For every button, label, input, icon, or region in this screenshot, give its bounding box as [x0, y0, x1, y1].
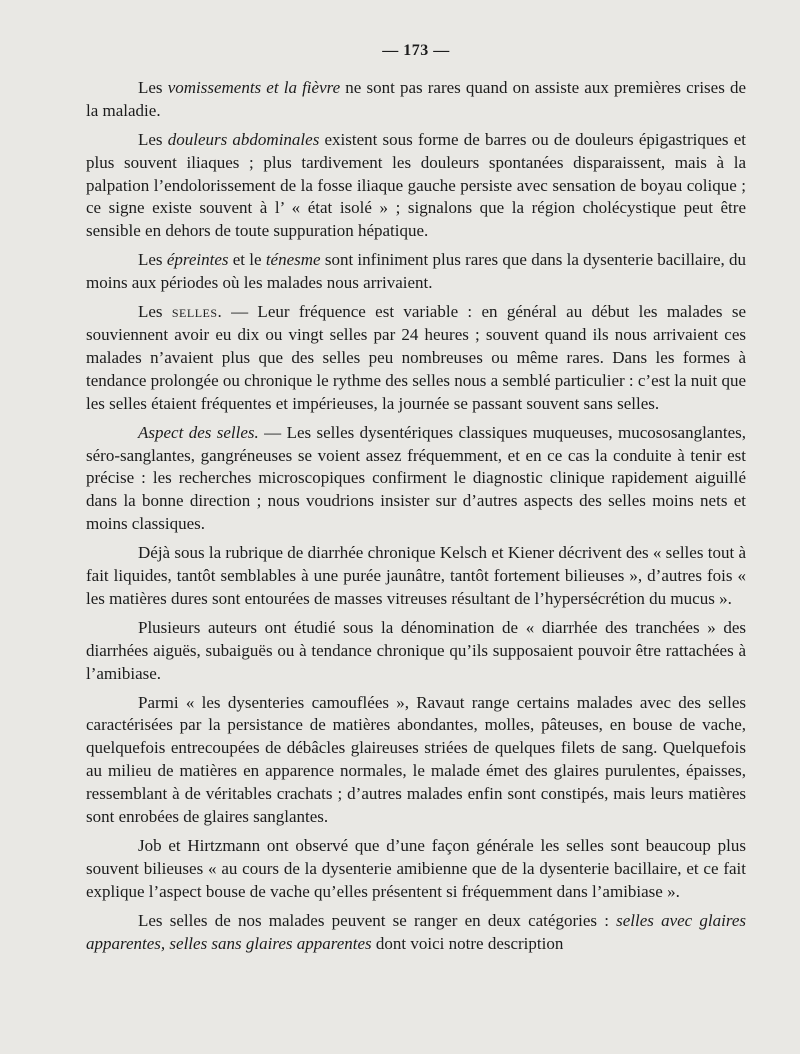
- paragraph: [86, 249, 746, 295]
- paragraph: [86, 542, 746, 611]
- italic-text: ténesme: [265, 250, 321, 270]
- text-run: Les: [138, 250, 167, 270]
- text-run: ne sont pas rares quand on assiste aux premières crises de la maladie.: [86, 77, 747, 120]
- text-run: Les selles de nos malades peuvent se ranger en deux catégories :: [138, 910, 617, 930]
- italic-text: selles avec glaires apparentes, selles sans glaires apparentes: [86, 910, 747, 953]
- paragraph: [86, 617, 746, 686]
- paragraph: [86, 835, 746, 904]
- paragraph: [86, 910, 746, 956]
- text-run: sont infiniment plus rares que dans la dysenterie bacillaire, du moins aux périodes où les malades nous arrivaient.: [86, 250, 746, 293]
- text-run: Les: [138, 77, 168, 97]
- italic-text: douleurs abdominales: [167, 129, 320, 149]
- paragraph: [86, 422, 746, 537]
- text-run: Les: [138, 129, 168, 149]
- paragraph: [86, 692, 746, 829]
- italic-text: épreintes: [166, 250, 229, 270]
- text-run: Plusieurs auteurs ont étudié sous la dénomination de « diarrhée des tranchées » des diarrhées aiguës, subaiguës ou à tendance chronique qu’ils supposaient pouvoir être rattachées à l’amibiase.: [86, 617, 746, 683]
- text-run: Parmi « les dysenteries camouflées », Ravaut range certains malades avec des selles caractérisées par la persistance de matières abondantes, molles, pâteuses, en bouse de vache, quelquefois entrecoupées de débâcles glaireuses striées de quelques filets de sang. Quelquefois au milieu de matières en apparence normales, le malade émet des glaires purulentes, épaisses, ressemblant à de véritables crachats ; d’autres malades enfin sont constipés, mais leurs matières sont enrobées de glaires sanglantes.: [86, 692, 746, 827]
- page-number: — 173 —: [382, 42, 450, 59]
- italic-text: Aspect des selles.: [138, 422, 259, 442]
- paragraph: [86, 77, 746, 123]
- body-text: [86, 77, 746, 956]
- paragraph: [86, 301, 746, 416]
- text-run: — Les selles dysentériques classiques muqueuses, mucososanglantes, séro-sanglantes, gangréneuses se voient assez fréquemment, et en ce cas la conduite à tenir est précise : les recherches microscopiques confirment le diagnostic clinique rapidement aiguillé dans la bonne direction ; nous voudrions insister sur d’autres aspects des selles moins nets et moins classiques.: [86, 422, 746, 534]
- text-run: Les: [138, 302, 172, 322]
- text-run: Déjà sous la rubrique de diarrhée chronique Kelsch et Kiener décrivent des « selles tout à fait liquides, tantôt semblables à une purée jaunâtre, tantôt fortement bilieuses », d’autres fois « les matières dures sont entourées de masses vitreuses résultant de l’hypersécrétion du mucus ».: [86, 543, 746, 608]
- text-run: Job et Hirtzmann ont observé que d’une façon générale les selles sont beaucoup plus souvent bilieuses « au cours de la dysenterie amibienne que de la dysenterie bacillaire, et ce fait explique l’aspect bouse de vache qu’elles présentent si fréquemment dans l’amibiase ».: [86, 836, 746, 901]
- text-run: existent sous forme de barres ou de douleurs épigastriques et plus souvent iliaques ; plus tardivement les douleurs spontanées disparaissent, mais à la palpation l’endolorissement de la fosse iliaque gauche persiste avec sensation de boyau colique ; ce signe existe souvent à l’ « état isolé » ; signalons que la région cholécystique peut être sensible en dehors de toute suppuration hépatique.: [86, 129, 746, 241]
- small-caps-heading: selles: [171, 302, 218, 322]
- text-run: et le: [228, 250, 266, 270]
- text-run: dont voici notre description: [371, 933, 564, 953]
- text-run: . — Leur fréquence est variable : en général au début les malades se souviennent avoir eu dix ou vingt selles par 24 heures ; souvent quand ils nous arrivaient ces malades n’avaient plus que des selles peu nombreuses ou même rares. Dans les formes à tendance prolongée ou chronique le rythme des selles nous a semblé particulier : c’est la nuit que les selles étaient fréquentes et impérieuses, la journée se passant souvent sans selles.: [86, 302, 747, 413]
- italic-text: vomissements et la fièvre: [167, 77, 341, 97]
- paragraph: [86, 129, 746, 244]
